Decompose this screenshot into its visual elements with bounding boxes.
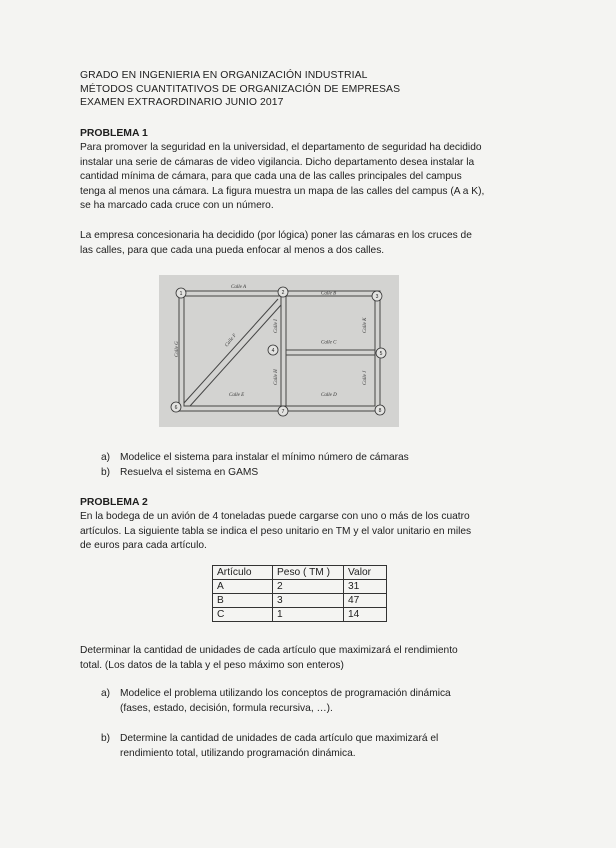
map-background xyxy=(159,275,399,427)
table-cell: 2 xyxy=(273,580,344,594)
text-line: En la bodega de un avión de 4 toneladas puede cargarse con uno o más de los cuatro xyxy=(80,511,470,522)
node-label: 6 xyxy=(174,404,178,411)
street-label-e: Calle E xyxy=(229,393,245,398)
intersection-node-8 xyxy=(375,405,385,415)
street-label-i: Calle I xyxy=(274,319,279,333)
street-label-a: Calle A xyxy=(231,285,247,290)
street-label-f: Calle F xyxy=(224,333,238,349)
table-row xyxy=(213,580,387,594)
intersection-node-4 xyxy=(268,345,278,355)
text-line: de euros para cada artículo. xyxy=(80,540,207,552)
problem2-task-b xyxy=(101,732,438,761)
table-cell: 3 xyxy=(273,594,344,608)
node-label: 7 xyxy=(281,408,285,415)
task-item xyxy=(101,466,409,481)
street-label-h: Calle H xyxy=(274,369,279,385)
intersection-node-5 xyxy=(376,348,386,358)
table-cell: A xyxy=(213,580,273,594)
task-text-line: Determine la cantidad de unidades de cada artículo que maximizará el xyxy=(120,733,439,744)
task-letter: a) xyxy=(101,452,111,463)
text-line: Para promover la seguridad en la universidad, el departamento de seguridad ha decidido xyxy=(80,142,482,153)
text-line: se ha marcado cada cruce con un número. xyxy=(80,200,274,212)
text-line: cantidad mínima de cámara, para que cada una de las calles principales del campus xyxy=(80,171,462,183)
street-label-c: Calle C xyxy=(321,340,337,346)
campus-map xyxy=(159,275,399,427)
problem2-task-a xyxy=(101,687,451,716)
problem2-paragraph2 xyxy=(80,644,512,673)
street-label-d: Calle D xyxy=(321,393,337,398)
text-line: las calles, para que cada una pueda enfocar al menos a dos calles. xyxy=(80,244,385,256)
task-text: Resuelva el sistema en GAMS xyxy=(120,466,259,478)
table-cell: B xyxy=(213,594,273,608)
street-label-b: Calle B xyxy=(321,291,337,297)
column-header: Artículo xyxy=(213,566,273,580)
intersection-node-2 xyxy=(278,287,288,297)
problem1-tasks xyxy=(101,451,409,480)
task-text-line: (fases, estado, decisión, formula recursiva, …). xyxy=(120,702,333,714)
table-header-row xyxy=(213,566,387,580)
intersection-node-6 xyxy=(171,402,181,412)
table-cell: 1 xyxy=(273,608,344,622)
articles-table xyxy=(212,565,387,622)
problem1-paragraph2 xyxy=(80,229,512,258)
text-line: La empresa concesionaria ha decidido (por lógica) poner las cámaras en los cruces de xyxy=(80,230,472,241)
problem1-paragraph1 xyxy=(80,141,512,214)
header-course: MÉTODOS CUANTITATIVOS DE ORGANIZACIÓN DE EMPRESAS xyxy=(80,83,401,95)
text-line: tenga al menos una cámara. La figura muestra un mapa de las calles del campus (A a K), xyxy=(80,185,485,197)
street-label-g: Calle G xyxy=(175,341,180,357)
task-text-line: rendimiento total, utilizando programación dinámica. xyxy=(120,747,356,759)
exam-header xyxy=(80,69,400,110)
table-cell: 47 xyxy=(344,594,387,608)
column-header: Peso ( TM ) xyxy=(273,566,344,580)
intersection-node-1 xyxy=(176,288,186,298)
column-header: Valor xyxy=(344,566,387,580)
problem2-title: PROBLEMA 2 xyxy=(80,497,148,508)
node-label: 1 xyxy=(179,290,183,297)
table-row xyxy=(213,608,387,622)
task-text: Modelice el sistema para instalar el mínimo número de cámaras xyxy=(120,452,409,463)
task-letter: b) xyxy=(101,733,111,744)
task-letter: b) xyxy=(101,466,111,478)
node-label: 8 xyxy=(378,407,382,414)
problem2-paragraph1 xyxy=(80,510,512,554)
table-cell: 31 xyxy=(344,580,387,594)
node-label: 5 xyxy=(379,350,383,357)
intersection-node-3 xyxy=(372,291,382,301)
header-exam: EXAMEN EXTRAORDINARIO JUNIO 2017 xyxy=(80,97,284,108)
intersection-node-7 xyxy=(278,406,288,416)
street-label-k: Calle K xyxy=(363,317,368,333)
task-item xyxy=(101,687,451,716)
task-letter: a) xyxy=(101,688,111,699)
task-text-line: Modelice el problema utilizando los conceptos de programación dinámica xyxy=(120,688,451,699)
node-label: 2 xyxy=(281,289,285,296)
text-line: total. (Los datos de la tabla y el peso máximo son enteros) xyxy=(80,659,344,671)
street-label-j: Calle J xyxy=(363,370,368,385)
text-line: Determinar la cantidad de unidades de cada artículo que maximizará el rendimiento xyxy=(80,645,458,656)
table-cell: 14 xyxy=(344,608,387,622)
text-line: artículos. La siguiente tabla se indica el peso unitario en TM y el valor unitario en miles xyxy=(80,525,472,537)
node-label: 3 xyxy=(375,293,379,300)
table-row xyxy=(213,594,387,608)
header-degree: GRADO EN INGENIERIA EN ORGANIZACIÓN INDUSTRIAL xyxy=(80,70,368,81)
table-cell: C xyxy=(213,608,273,622)
node-label: 4 xyxy=(271,347,275,354)
task-item xyxy=(101,732,438,761)
text-line: instalar una serie de cámaras de video vigilancia. Dicho departamento desea instalar la xyxy=(80,156,475,168)
task-item xyxy=(101,451,409,466)
problem1-title: PROBLEMA 1 xyxy=(80,128,148,139)
